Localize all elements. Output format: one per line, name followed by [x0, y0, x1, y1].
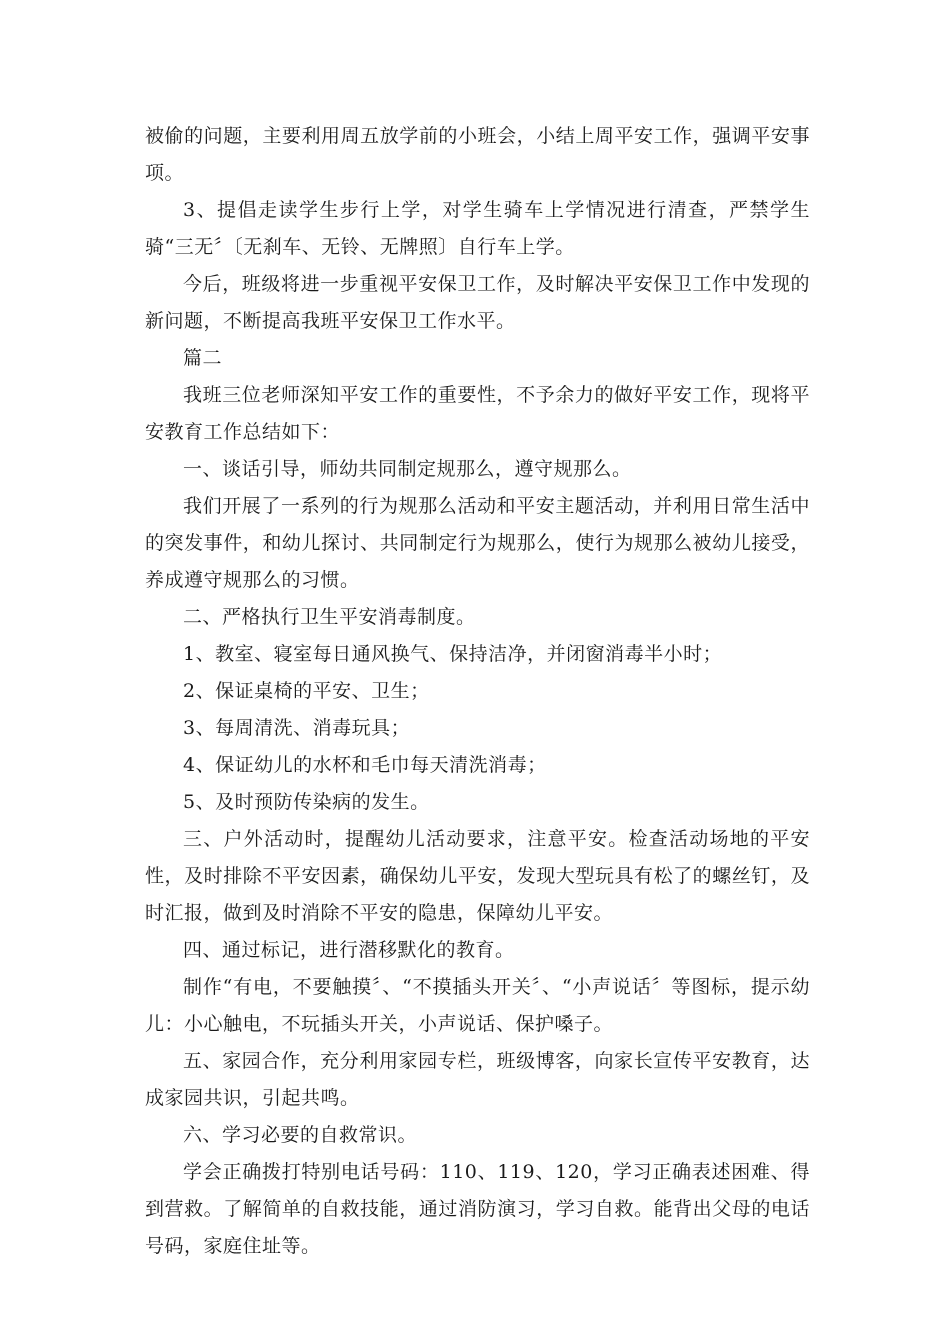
paragraph: 二、严格执行卫生平安消毒制度。 — [183, 606, 476, 628]
paragraph: 制作“有电，不要触摸〞、“不摸插头开关〞、“小声说话〞等图标，提示幼儿：小心触电，不玩插头开关，小声说话、保护嗓子。 — [145, 976, 810, 1035]
paragraph: 我们开展了一系列的行为规那么活动和平安主题活动，并利用日常生活中的突发事件，和幼儿探讨、共同制定行为规那么，使行为规那么被幼儿接受，养成遵守规那么的习惯。 — [145, 495, 810, 591]
list-item: 5、及时预防传染病的发生。 — [183, 791, 430, 813]
section-heading: 篇二 — [183, 347, 223, 369]
list-item: 2、保证桌椅的平安、卫生； — [183, 680, 430, 702]
paragraph: 3、提倡走读学生步行上学，对学生骑车上学情况进行清查，严禁学生骑“三无〞〔无刹车、无铃、无牌照〕自行车上学。 — [145, 199, 810, 258]
list-item: 4、保证幼儿的水杯和毛巾每天清洗消毒； — [183, 754, 547, 776]
paragraph: 三、户外活动时，提醒幼儿活动要求，注意平安。检查活动场地的平安性，及时排除不平安因素，确保幼儿平安，发现大型玩具有松了的螺丝钉，及时汇报，做到及时消除不平安的隐患，保障幼儿平安。 — [145, 828, 810, 924]
paragraph: 一、谈话引导，师幼共同制定规那么，遵守规那么。 — [183, 458, 632, 480]
paragraph: 五、家园合作，充分利用家园专栏，班级博客，向家长宣传平安教育，达成家园共识，引起共鸣。 — [145, 1050, 810, 1109]
paragraph: 我班三位老师深知平安工作的重要性，不予余力的做好平安工作，现将平安教育工作总结如下： — [145, 384, 810, 443]
document-body — [145, 118, 810, 1265]
list-item: 1、教室、寝室每日通风换气、保持洁净，并闭窗消毒半小时； — [183, 643, 723, 665]
paragraph: 学会正确拨打特别电话号码：110、119、120，学习正确表述困难、得到营救。了解简单的自救技能，通过消防演习，学习自救。能背出父母的电话号码，家庭住址等。 — [145, 1161, 810, 1257]
paragraph: 六、学习必要的自救常识。 — [183, 1124, 418, 1146]
paragraph: 被偷的问题，主要利用周五放学前的小班会，小结上周平安工作，强调平安事项。 — [145, 125, 810, 184]
list-item: 3、每周清洗、消毒玩具； — [183, 717, 411, 739]
paragraph: 今后，班级将进一步重视平安保卫工作，及时解决平安保卫工作中发现的新问题，不断提高我班平安保卫工作水平。 — [145, 273, 810, 332]
paragraph: 四、通过标记，进行潜移默化的教育。 — [183, 939, 515, 961]
